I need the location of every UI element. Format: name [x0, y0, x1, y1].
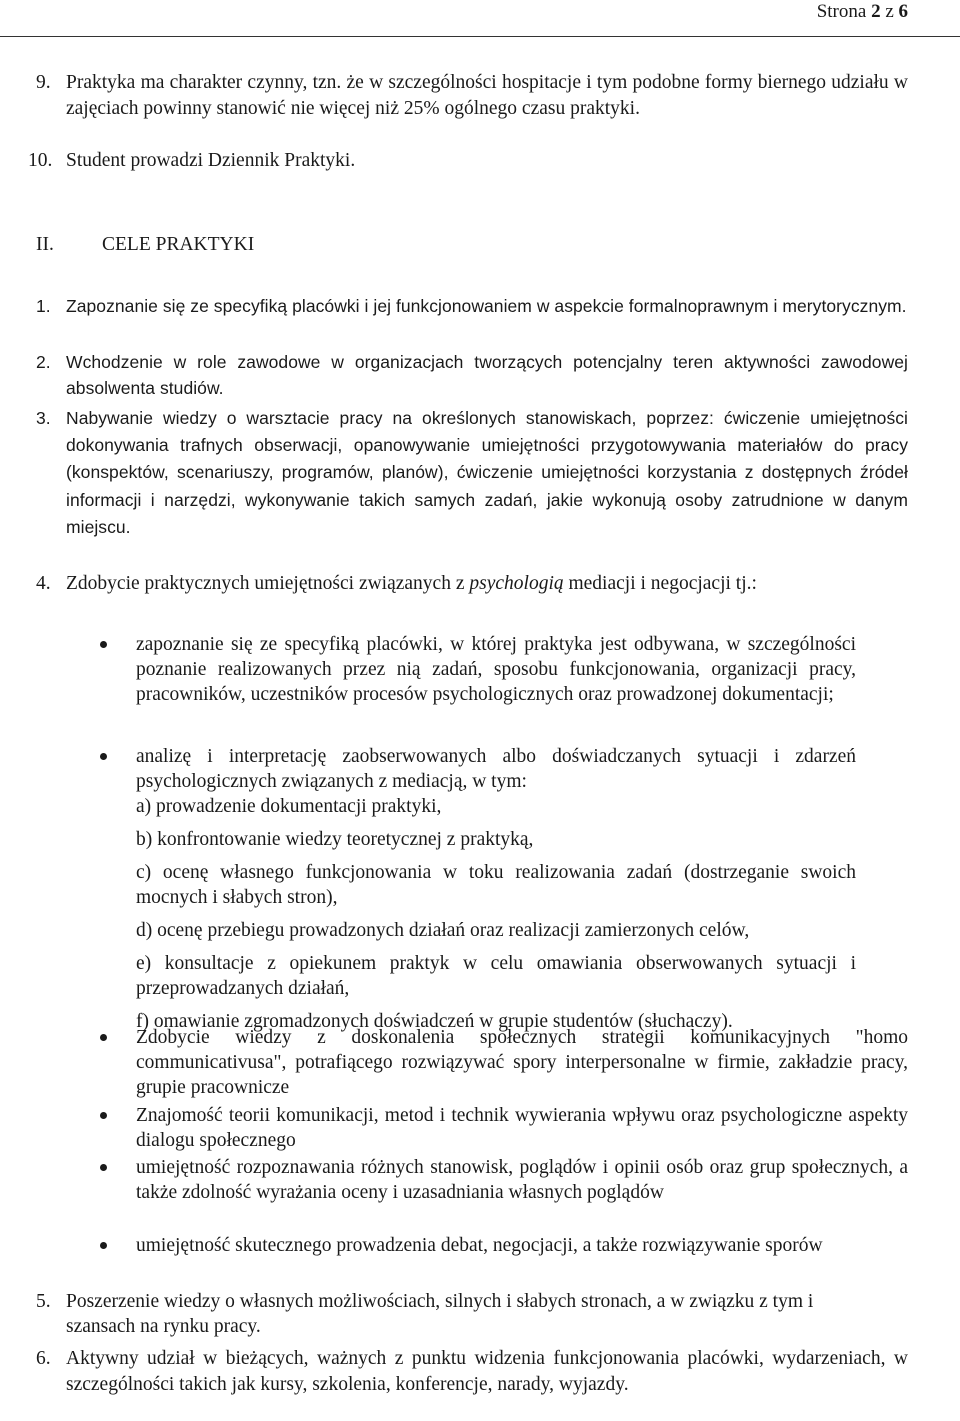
bullet-icon	[100, 1034, 107, 1041]
bullet-text: umiejętność skutecznego prowadzenia debat, negocjacji, a także rozwiązywanie sporów	[136, 1235, 823, 1256]
bullet-item-2	[100, 744, 908, 1034]
section-title: CELE PRAKTYKI	[102, 234, 255, 255]
bullet-icon	[100, 1164, 107, 1171]
bullet-icon	[100, 1242, 107, 1249]
item-text: Aktywny udział w bieżących, ważnych z punktu widzenia funkcjonowania placówki, wydarzeniach, w szczególności takich jak kursy, szkolenia, konferencje, narady, wyjazdy.	[66, 1348, 908, 1395]
bullet-item-4	[100, 1103, 908, 1153]
item-number: 6.	[36, 1348, 51, 1369]
item-text: Poszerzenie wiedzy o własnych możliwościach, silnych i słabych stronach, a w związku z tym i szansach na rynku pracy.	[66, 1291, 814, 1337]
goal-item-2	[36, 349, 908, 401]
page-total: 6	[898, 1, 908, 22]
item-number: 1.	[36, 296, 51, 316]
item-number: 4.	[36, 573, 51, 594]
header-divider	[0, 36, 960, 37]
bullet-text: Zdobycie wiedzy z doskonalenia społecznych strategii komunikacyjnych "homo communicativusa", potrafiącego rozwiązywać spory interpersonalne w firmie, zakładzie pracy, grupie pracownicze	[136, 1027, 908, 1098]
goal-item-5	[36, 1289, 908, 1339]
bullet-text: umiejętność rozpoznawania różnych stanowisk, poglądów i opinii osób oraz grup społecznych, a także zdolność wyrażania oceny i uzasadniania własnych poglądów	[136, 1157, 908, 1203]
bullet-text	[136, 744, 856, 1034]
item-text-italic: psychologią	[469, 573, 564, 594]
list-item-9	[36, 70, 908, 122]
bullet-icon	[100, 753, 107, 760]
bullet-item-1	[100, 632, 908, 707]
sub-item-f: f) omawianie zgromadzonych doświadczeń w grupie studentów (słuchaczy).	[136, 1011, 733, 1032]
goal-item-6	[36, 1346, 908, 1398]
item-text: Zapoznanie się ze specyfiką placówki i jej funkcjonowaniem w aspekcie formalnoprawnym i merytorycznym.	[66, 296, 907, 316]
bullet-icon	[100, 641, 107, 648]
item-text: Praktyka ma charakter czynny, tzn. że w szczególności hospitacje i tym podobne formy biernego udziału w zajęciach powinny stanowić nie więcej niż 25% ogólnego czasu praktyki.	[66, 72, 908, 119]
page-header	[0, 0, 960, 40]
item-number: 3.	[36, 408, 51, 428]
item-text: Wchodzenie w role zawodowe w organizacjach tworzących potencjalny teren aktywności zawodowej absolwenta studiów.	[66, 352, 908, 398]
bullet-text: Znajomość teorii komunikacji, metod i technik wywierania wpływu oraz psychologiczne aspekty dialogu społecznego	[136, 1105, 908, 1151]
item-text-part: Zdobycie praktycznych umiejętności związanych z	[66, 573, 470, 594]
item-text-part: mediacji i negocjacji tj.:	[563, 573, 757, 594]
section-number: II.	[36, 234, 54, 255]
sub-item-e: e) konsultacje z opiekunem praktyk w celu omawiania obserwowanych sytuacji i przeprowadzanych działań,	[136, 953, 856, 999]
sub-item-a: a) prowadzenie dokumentacji praktyki,	[136, 796, 442, 817]
page-label: Strona	[816, 1, 867, 22]
page-separator: z	[885, 1, 894, 22]
item-text	[66, 571, 908, 597]
item-text: Student prowadzi Dziennik Praktyki.	[66, 150, 356, 171]
bullet-item-5	[100, 1155, 908, 1205]
goal-item-3	[36, 405, 908, 541]
sub-item-d: d) ocenę przebiegu prowadzonych działań oraz realizacji zamierzonych celów,	[136, 920, 750, 941]
item-number: 9.	[36, 72, 51, 93]
sub-item-b: b) konfrontowanie wiedzy teoretycznej z praktyką,	[136, 829, 534, 850]
bullet-item-6	[100, 1233, 908, 1258]
item-number: 5.	[36, 1291, 51, 1312]
goal-item-4	[36, 571, 908, 597]
goal-item-1	[36, 293, 908, 319]
page-current: 2	[871, 1, 881, 22]
bullet-item-3	[100, 1025, 908, 1100]
list-item-10	[28, 148, 908, 174]
page-number	[817, 1, 908, 23]
item-number: 2.	[36, 352, 51, 372]
bullet-text: zapoznanie się ze specyfiką placówki, w której praktyka jest odbywana, w szczególności poznanie realizowanych przez nią zadań, sposobu funkcjonowania, organizacji pracy, pracowników, uczestników procesów psychologicznych oraz prowadzonej dokumentacji;	[136, 634, 856, 705]
bullet-intro: analizę i interpretację zaobserwowanych albo doświadczanych sytuacji i zdarzeń psychologicznych związanych z mediacją, w tym:	[136, 746, 856, 792]
item-number: 10.	[28, 150, 53, 171]
sub-item-c: c) ocenę własnego funkcjonowania w toku realizowania zadań (dostrzeganie swoich mocnych i słabych stron),	[136, 862, 856, 908]
item-text: Nabywanie wiedzy o warsztacie pracy na określonych stanowiskach, poprzez: ćwiczenie umiejętności dokonywania trafnych obserwacji, opanowywanie umiejętności przygotowywania materiałów do pracy (konspektów, scenariuszy, programów, planów), ćwiczenie umiejętności korzystania z dostępnych źródeł informacji i narzędzi, wykonywanie takich samych zadań, jakie wykonują osoby zatrudnione w danym miejscu.	[66, 408, 908, 537]
bullet-icon	[100, 1112, 107, 1119]
